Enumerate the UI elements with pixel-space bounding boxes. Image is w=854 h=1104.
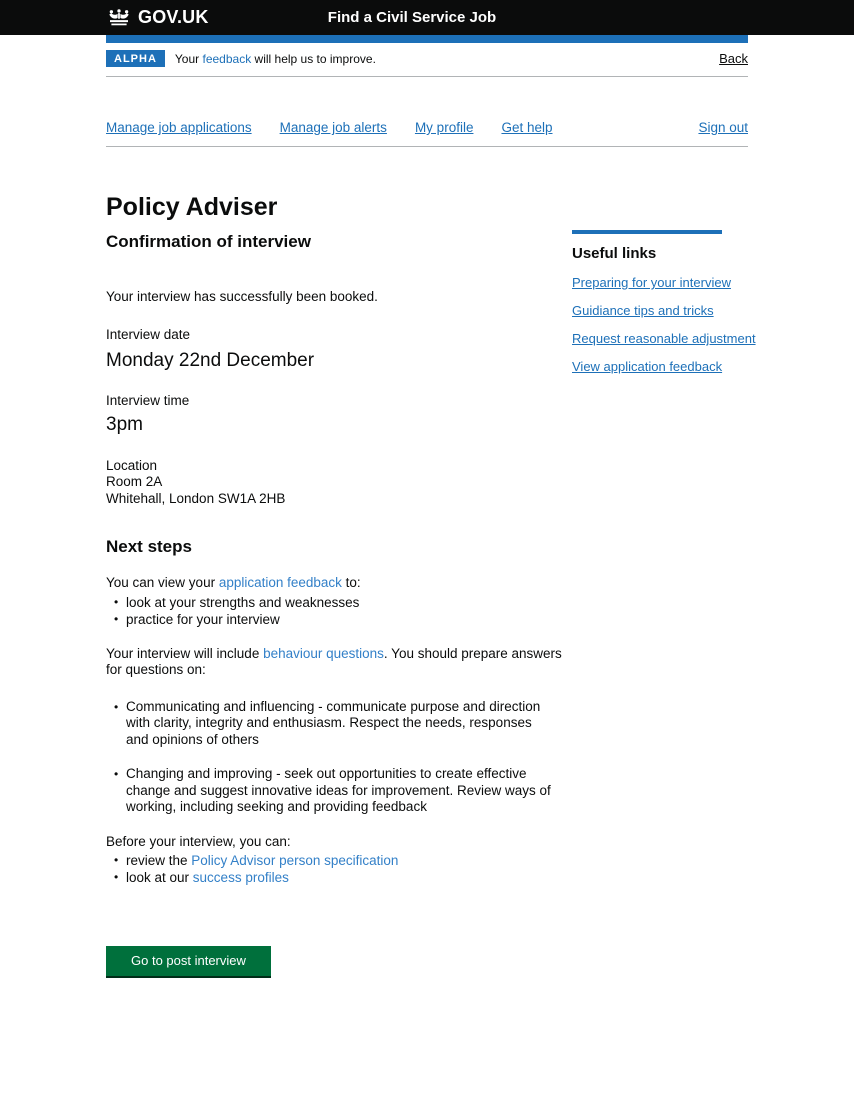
feedback-list <box>106 594 572 628</box>
link-reasonable-adjustment[interactable]: Request reasonable adjustment <box>572 331 756 346</box>
location-block <box>106 458 572 508</box>
p2-text-before: Your interview will include <box>106 645 264 661</box>
before-interview-list <box>106 852 572 886</box>
useful-links-sidebar <box>572 230 756 976</box>
nav-manage-job-alerts[interactable]: Manage job alerts <box>279 120 387 135</box>
service-name: Find a Civil Service Job <box>327 9 497 26</box>
p2-text-after: . You should prepare answers for questions on: <box>106 645 562 677</box>
application-feedback-link[interactable]: application feedback <box>218 575 342 590</box>
behaviour-questions-link[interactable]: behaviour questions <box>263 645 384 661</box>
p1-text-before: You can view your <box>106 575 219 590</box>
li-text-before: review the <box>126 853 192 868</box>
booking-confirmation-message: Your interview has successfully been booked. <box>106 289 378 304</box>
phase-text-after: will help us to improve. <box>251 51 376 66</box>
nav-sign-out[interactable]: Sign out <box>698 120 748 135</box>
alpha-tag: ALPHA <box>106 50 165 67</box>
account-nav <box>106 120 748 147</box>
interview-date-value: Monday 22nd December <box>106 350 315 371</box>
nav-get-help[interactable]: Get help <box>501 120 553 135</box>
feedback-paragraph <box>106 575 568 592</box>
success-profiles-link[interactable]: success profiles <box>192 870 289 885</box>
main-content <box>106 193 572 976</box>
go-to-post-interview-button[interactable]: Go to post interview <box>106 946 271 976</box>
behaviour-paragraph <box>106 646 568 679</box>
phase-banner <box>106 43 748 77</box>
interview-date-label: Interview date <box>106 326 191 342</box>
list-item: • Communicating and influencing - communicate purpose and direction with clarity, integrity and enthusiasm. Respect the needs, responses and opinions of others <box>106 699 556 749</box>
behaviours-list <box>106 699 572 816</box>
interview-time-label: Interview time <box>106 393 190 408</box>
location-address: Whitehall, London SW1A 2HB <box>106 490 286 506</box>
sidebar-top-rule <box>572 230 722 234</box>
useful-links-heading: Useful links <box>572 245 657 262</box>
location-room: Room 2A <box>106 474 163 489</box>
page-title: Policy Adviser <box>106 193 278 221</box>
back-link[interactable]: Back <box>719 51 748 66</box>
page-subtitle: Confirmation of interview <box>106 232 311 251</box>
list-item: • practice for your interview <box>106 611 556 628</box>
link-preparing-for-interview[interactable]: Preparing for your interview <box>572 275 731 290</box>
nav-my-profile[interactable]: My profile <box>414 120 474 135</box>
link-guidance-tips[interactable]: Guidiance tips and tricks <box>572 303 714 318</box>
interview-time-value: 3pm <box>106 413 143 435</box>
li-text-before: look at our <box>126 870 193 885</box>
list-item: • Changing and improving - seek out opportunities to create effective change and suggest innovative ideas for improvement. Review ways of working, including seeking and providing feedback <box>106 766 556 816</box>
person-specification-link[interactable]: Policy Advisor person specification <box>191 853 399 868</box>
site-header <box>0 0 854 35</box>
next-steps-heading: Next steps <box>106 537 192 556</box>
p1-text-after: to: <box>341 575 361 590</box>
phase-banner-text <box>175 52 376 66</box>
list-item <box>106 869 556 886</box>
govuk-logo-text: GOV.UK <box>138 7 209 27</box>
location-label: Location <box>106 457 158 473</box>
header-blue-bar <box>106 35 748 43</box>
nav-manage-job-applications[interactable]: Manage job applications <box>106 120 252 135</box>
feedback-link[interactable]: feedback <box>202 51 252 66</box>
list-item <box>106 852 556 869</box>
list-item: • look at your strengths and weaknesses <box>106 594 556 611</box>
before-interview-paragraph: Before your interview, you can: <box>106 833 291 849</box>
phase-text-before: Your <box>174 51 203 66</box>
link-view-application-feedback[interactable]: View application feedback <box>572 359 723 374</box>
